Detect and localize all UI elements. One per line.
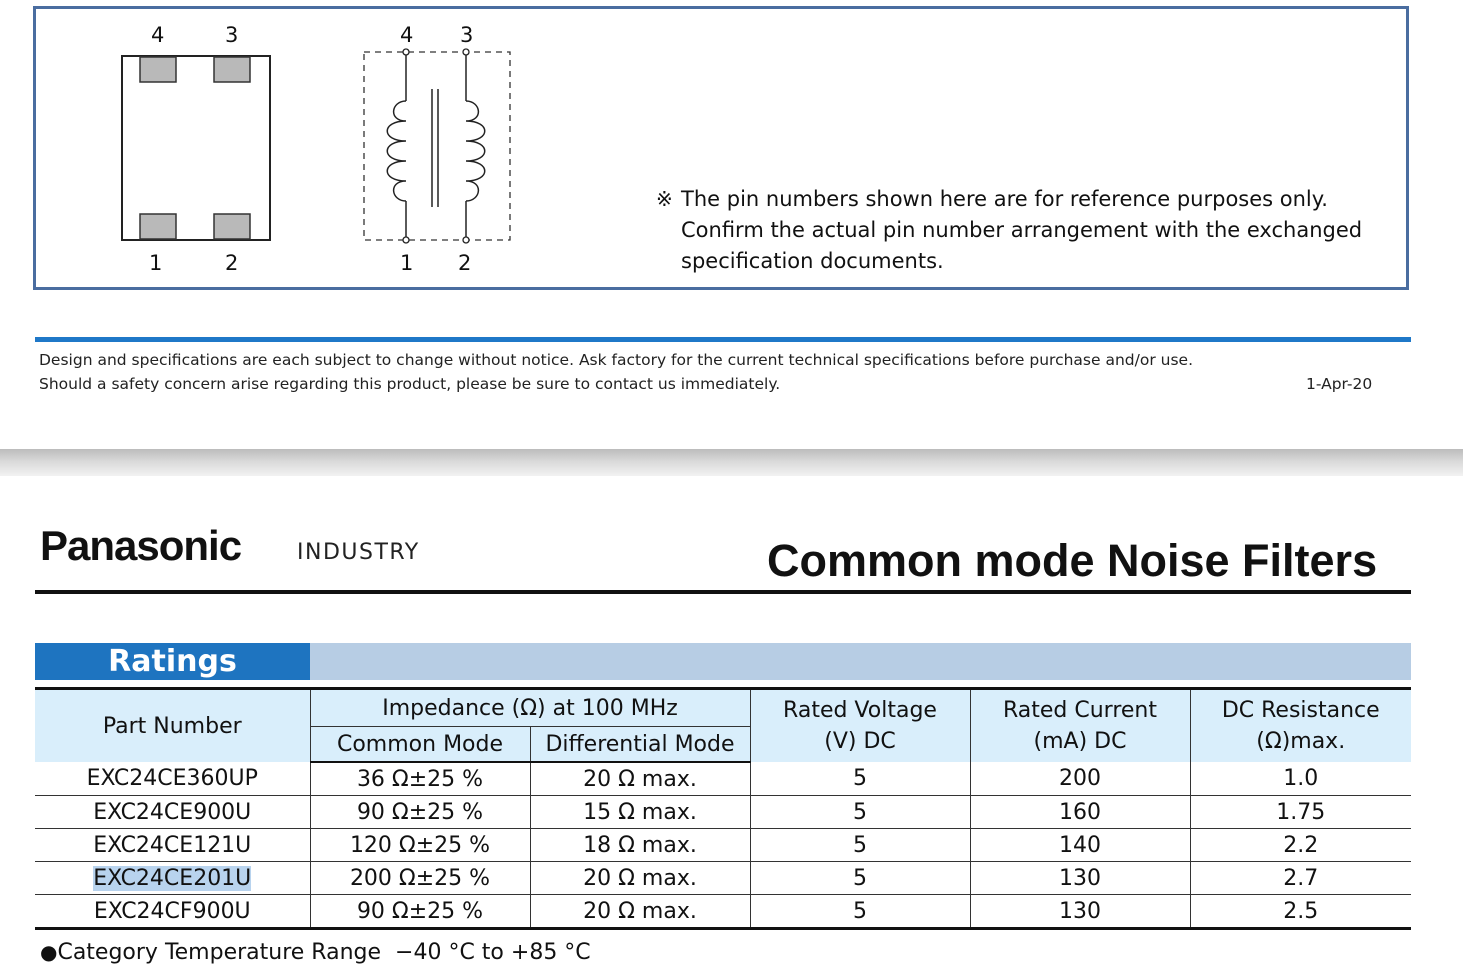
part-number-cell[interactable] <box>35 829 310 862</box>
rated-current-cell: 130 <box>970 862 1190 895</box>
ratings-table-body <box>35 762 1411 929</box>
rated-current-cell: 160 <box>970 796 1190 829</box>
schematic-outline <box>364 52 510 240</box>
ratings-heading: Ratings <box>35 643 310 680</box>
header-rated-current-line2: (mA) DC <box>1033 729 1127 754</box>
header-rated-current <box>970 689 1190 763</box>
table-row <box>35 829 1411 862</box>
rated-voltage-cell: 5 <box>750 796 970 829</box>
dc-resistance-cell: 2.2 <box>1190 829 1411 862</box>
temperature-value: −40 °C to +85 °C <box>395 940 591 965</box>
header-rated-current-line1: Rated Current <box>1002 698 1158 723</box>
brand-logo: Panasonic <box>40 522 242 569</box>
rated-current-cell: 200 <box>970 762 1190 796</box>
page-title: Common mode Noise Filters <box>767 535 1378 586</box>
dc-resistance-cell: 1.75 <box>1190 796 1411 829</box>
dc-resistance-cell: 2.5 <box>1190 895 1411 929</box>
footprint-body <box>122 56 270 240</box>
page-break <box>0 449 1463 476</box>
part-number-text[interactable]: EXC24CE121U <box>93 832 252 858</box>
part-number-text[interactable]: EXC24CF900U <box>93 898 251 924</box>
common-mode-cell: 90 Ω±25 % <box>310 895 530 929</box>
left-coil <box>387 101 406 201</box>
pin-reference-note <box>656 184 1362 277</box>
bullet-icon: ● <box>40 940 58 964</box>
part-number-cell[interactable] <box>35 895 310 929</box>
header-dc-resistance-line1: DC Resistance <box>1221 698 1380 723</box>
pad-4 <box>140 57 176 82</box>
header-dc-resistance-line2: (Ω)max. <box>1256 729 1346 754</box>
dc-resistance-cell: 1.0 <box>1190 762 1411 796</box>
note-line-3: specification documents. <box>681 249 944 273</box>
common-mode-cell: 120 Ω±25 % <box>310 829 530 862</box>
title-divider <box>35 590 1411 594</box>
part-number-cell[interactable] <box>35 796 310 829</box>
temperature-label: Category Temperature Range <box>57 940 382 965</box>
schematic-pin-3: 3 <box>460 23 474 47</box>
dc-resistance-cell: 2.7 <box>1190 862 1411 895</box>
pad-2 <box>214 214 250 239</box>
table-row <box>35 862 1411 895</box>
footprint-pin-4: 4 <box>151 23 165 47</box>
header-common-mode: Common Mode <box>310 727 530 763</box>
part-number-cell[interactable] <box>35 762 310 796</box>
common-mode-cell: 90 Ω±25 % <box>310 796 530 829</box>
header-part-number: Part Number <box>35 689 310 763</box>
differential-mode-cell: 20 Ω max. <box>530 862 750 895</box>
table-row <box>35 895 1411 929</box>
pad-3 <box>214 57 250 82</box>
pin-diagram-box <box>33 6 1409 290</box>
table-row <box>35 796 1411 829</box>
schematic-pin-4: 4 <box>400 23 414 47</box>
part-number-text[interactable]: EXC24CE360UP <box>86 766 258 791</box>
part-number-text[interactable]: EXC24CE201U <box>93 865 252 891</box>
header-impedance: Impedance (Ω) at 100 MHz <box>310 689 750 727</box>
common-mode-cell: 36 Ω±25 % <box>310 762 530 796</box>
header-differential-mode: Differential Mode <box>530 727 750 763</box>
pad-1 <box>140 214 176 239</box>
revision-date: 1-Apr-20 <box>1306 375 1373 393</box>
table-row <box>35 762 1411 796</box>
footprint-pin-1: 1 <box>149 251 163 275</box>
disclaimer-line-1: Design and specifications are each subject to change without notice. Ask factory for the current technical specifications before purchase and/or use. <box>39 351 1194 369</box>
ratings-table <box>35 687 1411 930</box>
part-number-text[interactable]: EXC24CE900U <box>93 799 252 825</box>
rated-voltage-cell: 5 <box>750 862 970 895</box>
note-line-1: The pin numbers shown here are for reference purposes only. <box>681 187 1328 211</box>
differential-mode-cell: 20 Ω max. <box>530 762 750 796</box>
header-dc-resistance <box>1190 689 1411 763</box>
part-number-cell[interactable] <box>35 862 310 895</box>
temperature-range-note <box>40 940 591 965</box>
rated-current-cell: 130 <box>970 895 1190 929</box>
common-mode-cell: 200 Ω±25 % <box>310 862 530 895</box>
right-coil <box>466 101 485 201</box>
rated-voltage-cell: 5 <box>750 829 970 862</box>
rated-voltage-cell: 5 <box>750 895 970 929</box>
header-rated-voltage-line1: Rated Voltage <box>783 698 937 723</box>
differential-mode-cell: 15 Ω max. <box>530 796 750 829</box>
schematic-drawing <box>336 9 576 287</box>
disclaimer-line-2: Should a safety concern arise regarding this product, please be sure to contact us immediately. <box>39 375 781 393</box>
brand-subtitle: INDUSTRY <box>297 540 420 565</box>
reference-mark-icon: ※ <box>656 187 673 211</box>
note-line-2: Confirm the actual pin number arrangement with the exchanged <box>681 218 1363 242</box>
rated-current-cell: 140 <box>970 829 1190 862</box>
footprint-pin-2: 2 <box>225 251 239 275</box>
schematic-pin-1: 1 <box>400 251 414 275</box>
differential-mode-cell: 18 Ω max. <box>530 829 750 862</box>
header-rated-voltage <box>750 689 970 763</box>
differential-mode-cell: 20 Ω max. <box>530 895 750 929</box>
schematic-pin-2: 2 <box>458 251 472 275</box>
rated-voltage-cell: 5 <box>750 762 970 796</box>
footer-divider <box>35 337 1411 342</box>
header-rated-voltage-line2: (V) DC <box>824 729 896 754</box>
footprint-pin-3: 3 <box>225 23 239 47</box>
